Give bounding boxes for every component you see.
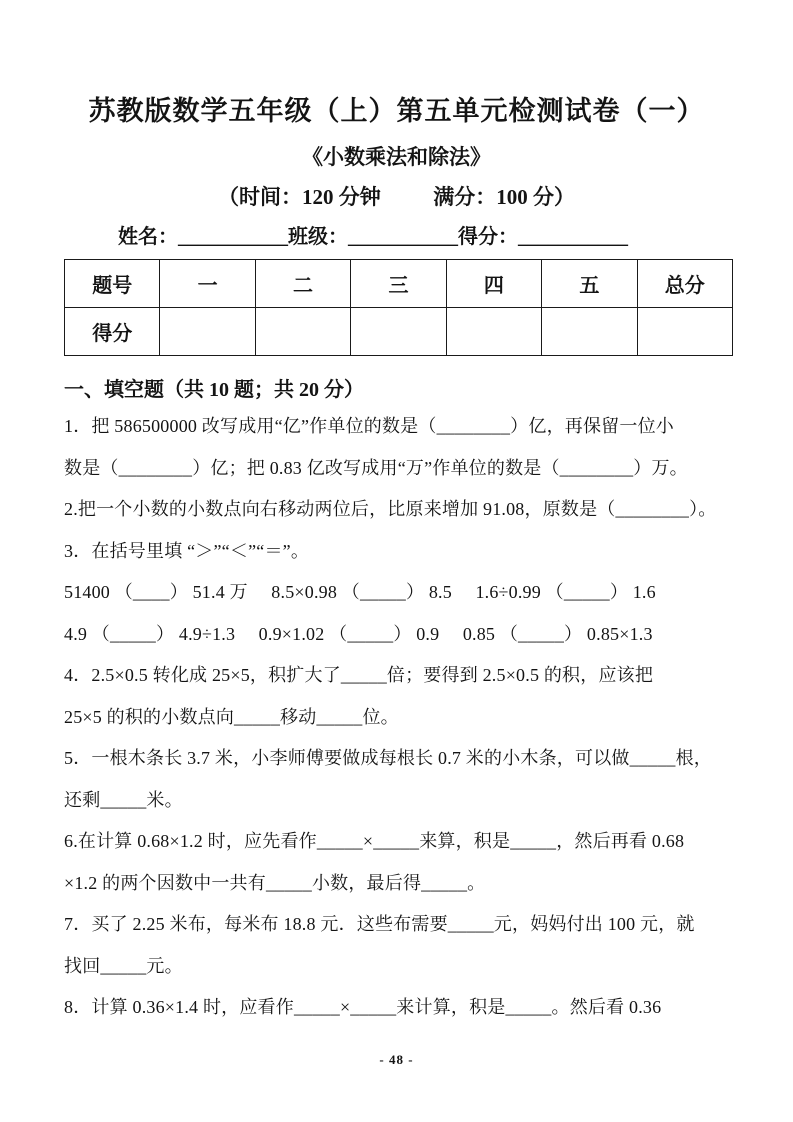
class-blank: ___________ [348, 226, 458, 248]
score-table-header-cell: 四 [446, 260, 541, 308]
score-table-header-cell: 二 [255, 260, 350, 308]
class-label: 班级： [288, 226, 348, 248]
question-line: 8．计算 0.36×1.4 时，应看作_____×_____来计算，积是_____。然后看 0.36 [64, 997, 662, 1017]
score-table-header-row [65, 260, 733, 308]
name-label: 姓名： [118, 226, 178, 248]
page-subtitle: 《小数乘法和除法》 [302, 145, 491, 169]
score-cell [446, 308, 541, 356]
page-content [64, 224, 733, 1029]
score-table-header-cell: 总分 [637, 260, 732, 308]
score-table [64, 259, 733, 356]
page-number: - 48 - [379, 1052, 414, 1067]
question-line: 7．买了 2.25 米布，每米布 18.8 元．这些布需要_____元，妈妈付出 100 元，就 [64, 914, 695, 934]
score-table-score-row [65, 308, 733, 356]
score-cell [351, 308, 446, 356]
name-blank: ___________ [178, 226, 288, 248]
question-line: 25×5 的积的小数点向_____移动_____位。 [64, 706, 399, 727]
question-line: 5．一根木条长 3.7 米，小李师傅要做成每根长 0.7 米的小木条，可以做_____根， [64, 748, 712, 768]
score-table-header-cell: 三 [351, 260, 446, 308]
score-table-header-cell: 题号 [65, 260, 160, 308]
question-line: 还剩_____米。 [64, 789, 183, 810]
question-line: 51400 （____） 51.4 万 8.5×0.98 （_____） 8.5 1.6÷0.99 （_____） 1.6 [64, 582, 656, 602]
score-table-header-cell: 五 [542, 260, 637, 308]
question-line: 找回_____元。 [64, 955, 183, 976]
question-line: 1．把 586500000 改写成用“亿”作单位的数是（________）亿，再保留一位小 [64, 416, 674, 436]
score-blank: ___________ [518, 226, 628, 248]
question-line: 数是（________）亿；把 0.83 亿改写成用“万”作单位的数是（________）万。 [64, 457, 688, 478]
question-line: 6.在计算 0.68×1.2 时，应先看作_____×_____来算，积是_____，然后再看 0.68 [64, 831, 685, 851]
student-info-row [64, 224, 733, 250]
page-title: 苏教版数学五年级（上）第五单元检测试卷（一） [88, 96, 705, 126]
time-score-info: （时间：120 分钟 满分：100 分） [218, 185, 575, 209]
score-cell [637, 308, 732, 356]
score-cell [160, 308, 255, 356]
score-label: 得分： [458, 226, 518, 248]
section-one-heading: 一、填空题（共 10 题；共 20 分） [64, 379, 364, 401]
score-table-header-cell: 一 [160, 260, 255, 308]
score-cell [255, 308, 350, 356]
question-line: 4.9 （_____） 4.9÷1.3 0.9×1.02 （_____） 0.9 0.85 （_____） 0.85×1.3 [64, 623, 653, 644]
question-line: 3．在括号里填 “＞”“＜”“＝”。 [64, 540, 310, 561]
score-cell [542, 308, 637, 356]
score-row-label: 得分 [65, 308, 160, 356]
question-line: ×1.2 的两个因数中一共有_____小数，最后得_____。 [64, 872, 486, 893]
question-line: 2.把一个小数的小数点向右移动两位后，比原来增加 91.08，原数是（________）。 [64, 499, 717, 519]
fill-in-questions [64, 406, 733, 1029]
question-line: 4．2.5×0.5 转化成 25×5，积扩大了_____倍；要得到 2.5×0.5 的积，应该把 [64, 665, 654, 685]
